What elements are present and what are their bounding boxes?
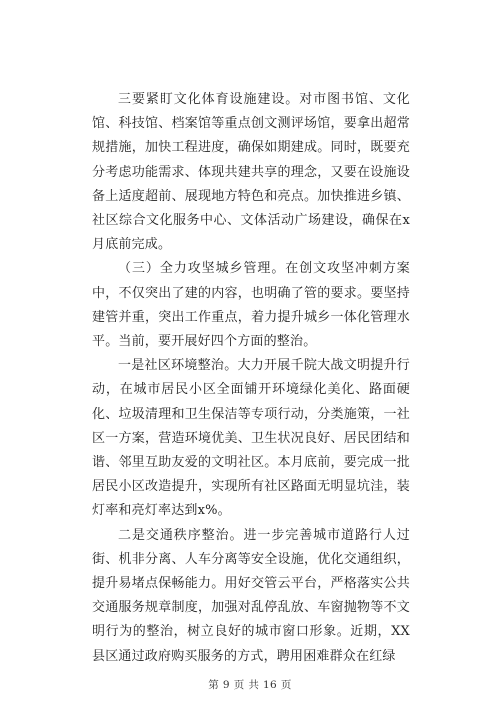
paragraph-community-environment: 一是社区环境整治。大力开展千院大战文明提升行动，在城市居民小区全面铺开环境绿化美化、路面硬化、垃圾清理和卫生保洁等专项行动，分类施策，一社区一方案，营造环境优美、卫生状况良好、居民团结和谐、邻里互助友爱的文明社区。本月底前，要完成一批居民小区改造提升，实现所有社区路面无明显坑洼，装灯率和亮灯率达到x%。 bbox=[92, 358, 410, 519]
paragraph-urban-management: （三）全力攻坚城乡管理。在创文攻坚冲刺方案中，不仅突出了建的内容，也明确了管的要求。要坚持建管并重，突出工作重点，着力提升城乡一体化管理水平。当前，要开展好四个方面的整治。 bbox=[92, 261, 410, 350]
paragraph-culture-facilities: 三要紧盯文化体育设施建设。对市图书馆、文化馆、科技馆、档案馆等重点创文测评场馆，要拿出超常规措施，加快工程进度，确保如期建成。同时，既要充分考虑功能需求、体现共建共享的理念，又要在设施设备上适度超前、展现地方特色和亮点。加快推进乡镇、社区综合文化服务中心、文体活动广场建设，确保在x月底前完成。 bbox=[92, 92, 410, 253]
paragraph-traffic-order: 二是交通秩序整治。进一步完善城市道路行人过街、机非分离、人车分离等安全设施，优化交通组织，提升易堵点保畅能力。用好交管云平台，严格落实公共交通服务规章制度，加强对乱停乱放、车窗抛物等不文明行为的整治，树立良好的城市窗口形象。近期，XX县区通过政府购买服务的方式，聘用困难群众在红绿 bbox=[92, 527, 410, 664]
page-footer: 第 9 页 共 16 页 bbox=[208, 679, 292, 691]
document-body bbox=[92, 88, 410, 669]
